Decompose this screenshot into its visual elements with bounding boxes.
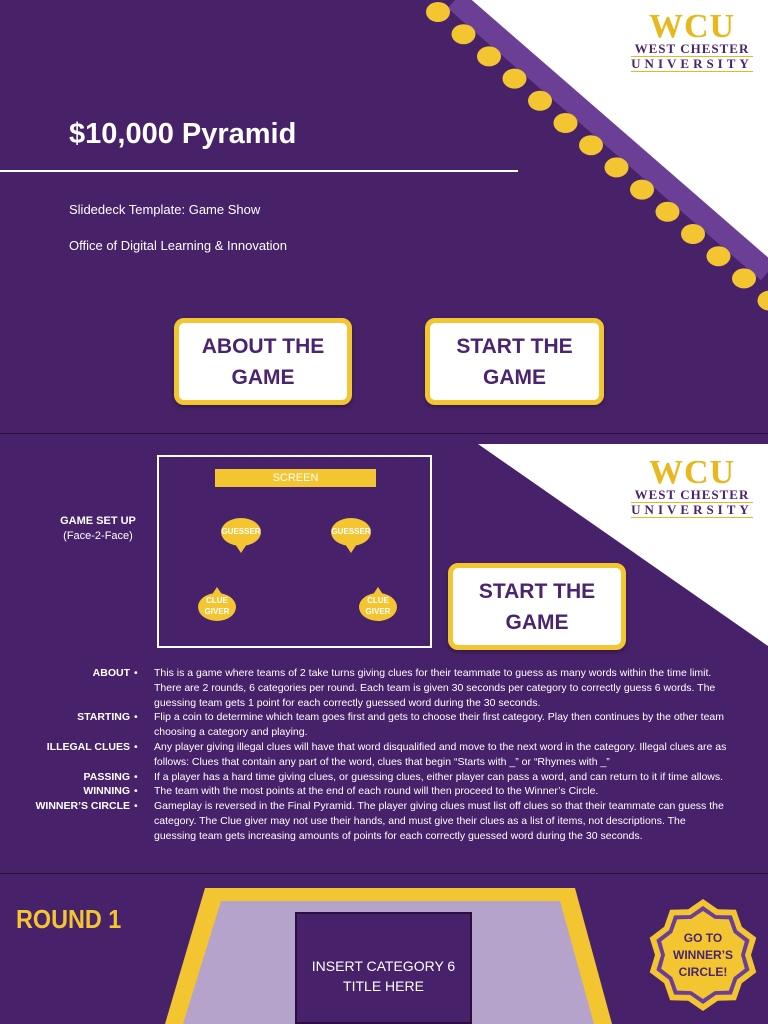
setup-diagram — [157, 455, 432, 648]
category-title: INSERT CATEGORY 6 TITLE HERE — [311, 958, 456, 994]
round-label: ROUND 1 — [16, 904, 122, 934]
rule-text: Any player giving illegal clues will have that word disqualified and move to the next word in the category. Illegal clues are as follows: Clues that contain any part of the word, clues that begin “Starts with _” or “Rhymes with _” — [154, 740, 727, 768]
start-button-label: START THE GAME — [478, 579, 596, 634]
rule-label: ABOUT — [92, 667, 130, 679]
rules-slide — [0, 434, 768, 874]
bullet-icon: • — [134, 800, 138, 813]
logo-wcu-text: WCU — [648, 454, 736, 491]
start-the-game-button-2[interactable] — [448, 563, 626, 650]
start-the-game-button[interactable] — [425, 318, 604, 405]
title-divider — [0, 170, 518, 172]
decorative-bead — [579, 135, 603, 155]
decorative-bead — [732, 268, 756, 288]
setup-title: GAME SET UP — [60, 515, 136, 527]
decorative-bead — [758, 291, 768, 311]
guesser-left: GUESSER — [221, 527, 261, 536]
decorative-bead — [503, 69, 527, 89]
setup-subtitle: (Face-2-Face) — [63, 530, 133, 542]
subtitle: Slidedeck Template: Game Show — [69, 202, 261, 217]
rule-item — [0, 710, 768, 740]
decorative-bead — [452, 24, 476, 44]
logo-wcu-text: WCU — [648, 8, 736, 45]
round-slide — [0, 874, 768, 1024]
rule-label: ILLEGAL CLUES — [46, 740, 130, 753]
start-button-label: START THE GAME — [456, 334, 573, 389]
rule-text: This is a game where teams of 2 take turns giving clues for their teammate to guess as many words within the time limit. There are 2 rounds, 6 categories per round. Each team is given 30 seconds per category to correctly guess 6 words. The guessing team gets 1 point for each correctly guessed word during the 30 seconds. — [154, 667, 716, 709]
title-slide — [0, 0, 768, 434]
office-name: Office of Digital Learning & Innovation — [69, 238, 288, 253]
decorative-bead — [554, 113, 578, 133]
rules-list — [0, 666, 768, 844]
bullet-icon: • — [134, 711, 138, 724]
wcu-logo — [631, 8, 753, 72]
decorative-bead — [656, 202, 680, 222]
winners-circle-label: GO TO WINNER’S CIRCLE! — [673, 931, 733, 979]
page-title: $10,000 Pyramid — [69, 118, 297, 150]
logo-line-1: WEST CHESTER — [634, 41, 750, 56]
logo-line-1: WEST CHESTER — [634, 487, 750, 502]
rule-item — [0, 666, 768, 710]
decorative-bead — [681, 224, 705, 244]
category-tile[interactable] — [295, 912, 472, 1024]
game-setup-label — [52, 514, 144, 544]
decorative-bead — [707, 246, 731, 266]
bullet-icon: • — [134, 667, 138, 679]
screen-label: SCREEN — [215, 469, 376, 487]
wcu-logo — [631, 454, 753, 518]
rule-label: WINNING — [83, 785, 130, 798]
rule-text: Flip a coin to determine which team goes first and gets to choose their first category. Play then continues by the other team choosing a category and playing. — [154, 711, 725, 739]
rule-item — [0, 799, 768, 843]
decorative-bead — [630, 180, 654, 200]
rule-text: The team with the most points at the end of each round will then proceed to the Winner’s Circle. — [154, 785, 599, 798]
rule-label: WINNER’S CIRCLE — [35, 800, 130, 813]
logo-line-2: UNIVERSITY — [631, 502, 753, 517]
rule-item — [0, 740, 768, 770]
about-button-label: ABOUT THE GAME — [201, 334, 325, 389]
guesser-right: GUESSER — [331, 527, 371, 536]
clue-giver-left: CLUE GIVER — [204, 596, 230, 616]
rule-text: Gameplay is reversed in the Final Pyramid. The player giving clues must list off clues so that their teammate can guess the category. The Clue giver may not use their hands, and must give their clues as a list of items, not descriptions. The guessing team gets increasing amounts of points for each correctly guessed word during the 30 seconds. — [154, 800, 724, 842]
player-markers — [159, 457, 430, 646]
rule-item — [0, 784, 768, 799]
decorative-bead — [528, 91, 552, 111]
bullet-icon: • — [134, 770, 138, 783]
about-the-game-button[interactable] — [174, 318, 352, 405]
decorative-bead — [477, 46, 501, 66]
bullet-icon: • — [134, 785, 138, 798]
decorative-bead — [605, 157, 629, 177]
decorative-bead — [426, 2, 450, 22]
rule-label: PASSING — [83, 770, 130, 783]
rule-item — [0, 770, 768, 785]
bullet-icon: • — [134, 740, 138, 753]
logo-line-2: UNIVERSITY — [631, 56, 753, 71]
clue-giver-right: CLUE GIVER — [365, 596, 391, 616]
rule-text: If a player has a hard time giving clues, or guessing clues, either player can pass a word, and can return to it if time allows. — [154, 770, 724, 783]
rule-label: STARTING — [77, 711, 130, 724]
